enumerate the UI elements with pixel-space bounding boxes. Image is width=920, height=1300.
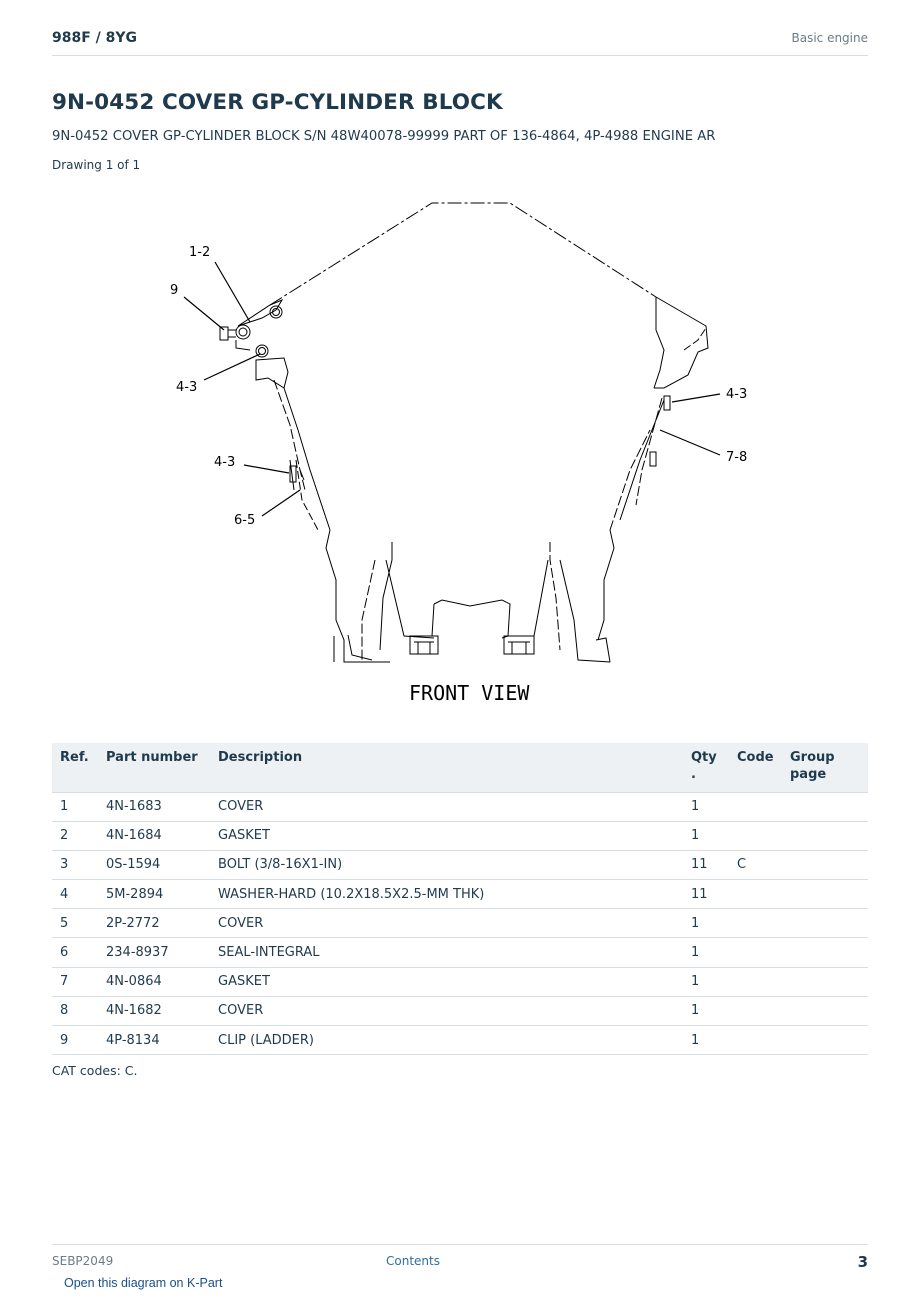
cell-ref: 3: [52, 850, 98, 879]
kpart-diagram-link[interactable]: Open this diagram on K-Part: [64, 1276, 223, 1290]
drawing-count: Drawing 1 of 1: [52, 158, 141, 172]
table-row: [52, 821, 868, 850]
cell-ref: 8: [52, 996, 98, 1025]
cell-qty: 1: [683, 821, 729, 850]
table-row: [52, 909, 868, 938]
cell-code: [729, 792, 782, 821]
cell-code: [729, 1026, 782, 1055]
machine-model: 988F / 8YG: [52, 30, 138, 46]
col-group-page: Group page: [782, 743, 868, 792]
cell-ref: 2: [52, 821, 98, 850]
callout-6-5: 6-5: [234, 513, 256, 528]
cell-description: COVER: [210, 792, 683, 821]
cell-code: [729, 938, 782, 967]
table-header-row: [52, 743, 868, 792]
parts-diagram: [150, 190, 770, 720]
table-row: [52, 938, 868, 967]
cell-code: [729, 880, 782, 909]
col-part-number: Part number: [98, 743, 210, 792]
cell-qty: 1: [683, 909, 729, 938]
cell-group-page: [782, 821, 868, 850]
cell-group-page: [782, 1026, 868, 1055]
col-description: Description: [210, 743, 683, 792]
callout-4-3: 4-3: [214, 455, 236, 470]
cell-part-number: 0S-1594: [98, 850, 210, 879]
cell-group-page: [782, 967, 868, 996]
contents-link[interactable]: Contents: [386, 1254, 440, 1268]
cat-codes-note: CAT codes: C.: [52, 1063, 138, 1078]
cell-part-number: 234-8937: [98, 938, 210, 967]
cell-description: BOLT (3/8-16X1-IN): [210, 850, 683, 879]
callout-9: 9: [170, 283, 179, 298]
callout-1-2: 1-2: [189, 245, 211, 260]
cell-ref: 7: [52, 967, 98, 996]
page-title: 9N-0452 COVER GP-CYLINDER BLOCK: [52, 90, 503, 115]
cell-part-number: 4N-1683: [98, 792, 210, 821]
cell-group-page: [782, 996, 868, 1025]
cell-ref: 1: [52, 792, 98, 821]
cell-qty: 1: [683, 792, 729, 821]
cell-description: SEAL-INTEGRAL: [210, 938, 683, 967]
cell-group-page: [782, 909, 868, 938]
cell-ref: 9: [52, 1026, 98, 1055]
parts-table: [52, 743, 868, 1055]
cell-code: C: [729, 850, 782, 879]
cell-part-number: 4N-1684: [98, 821, 210, 850]
cell-code: [729, 996, 782, 1025]
section-name: Basic engine: [791, 31, 868, 45]
cell-description: CLIP (LADDER): [210, 1026, 683, 1055]
cell-ref: 4: [52, 880, 98, 909]
cell-group-page: [782, 792, 868, 821]
cell-qty: 11: [683, 880, 729, 909]
document-number: SEBP2049: [52, 1254, 114, 1268]
cell-part-number: 4N-1682: [98, 996, 210, 1025]
page-header: [52, 28, 868, 56]
cell-ref: 5: [52, 909, 98, 938]
cell-group-page: [782, 880, 868, 909]
cell-code: [729, 967, 782, 996]
cell-code: [729, 821, 782, 850]
callout-4-3: 4-3: [176, 380, 198, 395]
cell-description: GASKET: [210, 821, 683, 850]
cell-qty: 1: [683, 996, 729, 1025]
page-subtitle: 9N-0452 COVER GP-CYLINDER BLOCK S/N 48W40078-99999 PART OF 136-4864, 4P-4988 ENGINE AR: [52, 129, 716, 144]
page-number: 3: [857, 1253, 868, 1271]
cell-description: COVER: [210, 996, 683, 1025]
view-label: FRONT VIEW: [409, 681, 530, 705]
front-view-drawing: [150, 190, 770, 720]
table-row: [52, 792, 868, 821]
page-footer: [52, 1244, 868, 1274]
cell-code: [729, 909, 782, 938]
callout-7-8: 7-8: [726, 450, 748, 465]
cell-description: COVER: [210, 909, 683, 938]
table-row: [52, 996, 868, 1025]
cell-description: GASKET: [210, 967, 683, 996]
cell-qty: 1: [683, 967, 729, 996]
cell-ref: 6: [52, 938, 98, 967]
cell-qty: 1: [683, 938, 729, 967]
table-row: [52, 880, 868, 909]
col-ref: Ref.: [52, 743, 98, 792]
cell-qty: 1: [683, 1026, 729, 1055]
table-row: [52, 1026, 868, 1055]
table-row: [52, 850, 868, 879]
table-row: [52, 967, 868, 996]
cell-part-number: 5M-2894: [98, 880, 210, 909]
cell-part-number: 2P-2772: [98, 909, 210, 938]
callout-4-3: 4-3: [726, 387, 748, 402]
cell-group-page: [782, 938, 868, 967]
cell-qty: 11: [683, 850, 729, 879]
col-qty: Qty .: [683, 743, 729, 792]
cell-part-number: 4N-0864: [98, 967, 210, 996]
col-code: Code: [729, 743, 782, 792]
cell-part-number: 4P-8134: [98, 1026, 210, 1055]
cell-group-page: [782, 850, 868, 879]
cell-description: WASHER-HARD (10.2X18.5X2.5-MM THK): [210, 880, 683, 909]
